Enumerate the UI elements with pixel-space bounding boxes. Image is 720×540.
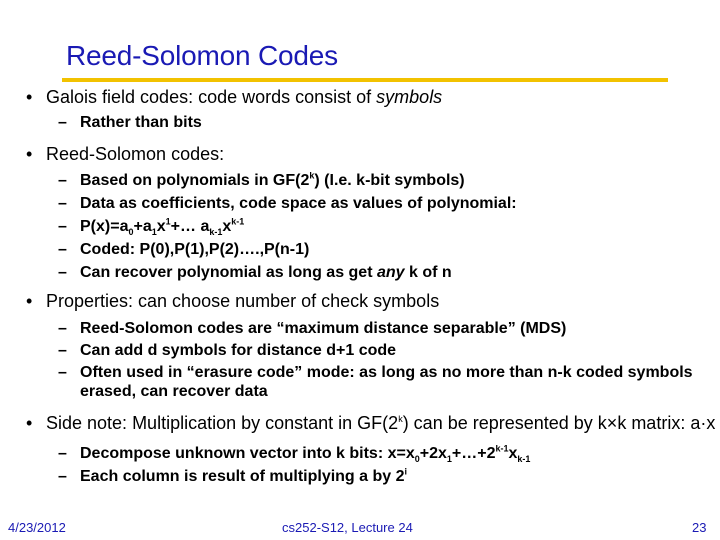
slide-title: Reed-Solomon Codes — [66, 40, 338, 71]
footer-page-number: 23 — [692, 520, 707, 535]
sub-bullet-coded: – Coded: P(0),P(1),P(2)….,P(n-1) — [58, 241, 310, 258]
sub-bullet-add-d-symbols: – Can add d symbols for distance d+1 code — [58, 342, 397, 359]
footer-course: cs252-S12, Lecture 24 — [282, 520, 413, 535]
sub-bullet-rather-than-bits: – Rather than bits — [58, 114, 202, 131]
bullet-properties: • Properties: can choose number of check symbols — [26, 291, 440, 311]
bullet-side-note: • Side note: Multiplication by constant in GF(2$^k$) can be represented by k×k matrix: a·x — [26, 413, 716, 433]
bullet-dot: • — [26, 87, 33, 107]
sub-bullet-mds: – Reed-Solomon codes are “maximum distance separable” (MDS) — [58, 320, 567, 337]
sub-bullet-polynomials: – Based on polynomials in GF(2$^k$) (I.e. k-bit symbols) — [58, 170, 465, 189]
sub-bullet-polynomial-formula: – $P(x)=a_0+a_1x^1+\dots$ $a_{k-1}x^{k-1}$ — [58, 216, 245, 238]
title-underline — [62, 78, 668, 82]
sub-bullet-coefficients: – Data as coefficients, code space as values of polynomial: — [58, 195, 517, 212]
bullet-galois: • Galois field codes: code words consist of symbols — [26, 87, 443, 107]
sub-bullet-each-column: – Each column is result of multiplying a by 2$^i$ — [58, 466, 408, 485]
sub-bullet-decompose: – Decompose unknown vector into k bits: $x=x_0+2x_1+\dots+2^{k-1}x_{k-1}$ — [58, 443, 531, 465]
sub-bullet-erasure-code: – Often used in “erasure code” mode: as long as no more than n-k coded symbols erased, can recover data — [58, 364, 693, 400]
bullet-reed-solomon: • Reed-Solomon codes: — [26, 144, 225, 164]
slide-body — [26, 86, 716, 486]
sub-bullet-recover: – Can recover polynomial as long as get any k of n — [58, 264, 452, 281]
footer-date: 4/23/2012 — [8, 520, 66, 535]
